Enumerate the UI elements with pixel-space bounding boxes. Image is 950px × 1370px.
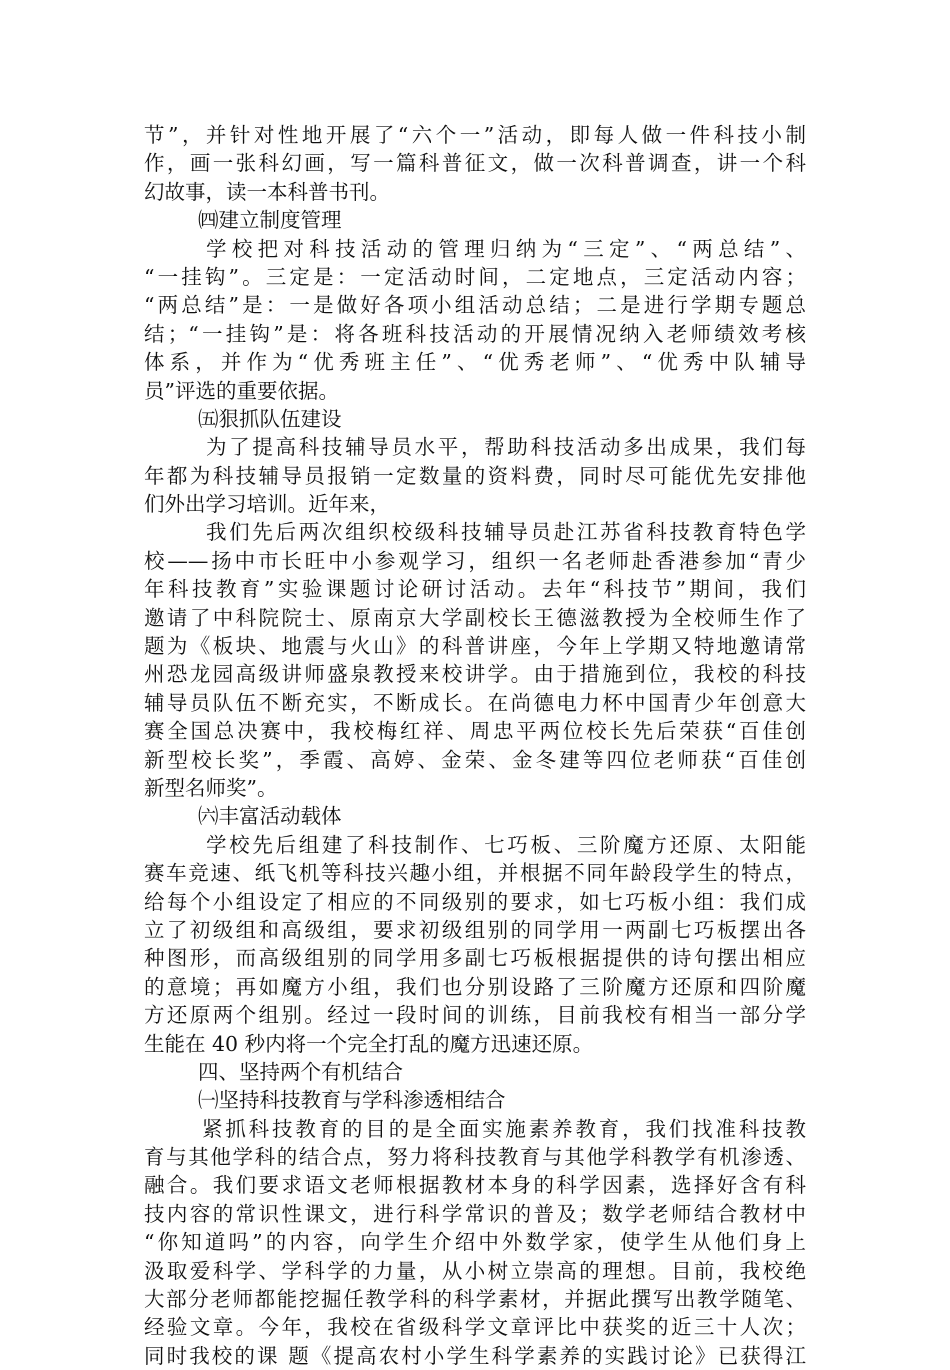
text-line: 生能在 40 秒内将一个完全打乱的魔方迅速还原。 [144,1031,594,1056]
text-line: 幻故事，读一本科普书刊。 [144,179,390,204]
text-line: 汲取爱科学、学科学的力量，从小树立崇高的理想。目前，我校绝 [144,1258,806,1283]
text-line: 新型名师奖”。 [144,775,278,800]
text-line: 学校把对科技活动的管理归纳为“三定”、“两总结”、 [206,236,806,261]
text-line: 年科技教育”实验课题讨论研讨活动。去年“科技节”期间，我们 [144,577,806,602]
text-line: “两总结”是：一是做好各项小组活动总结；二是进行学期专题总 [144,293,806,318]
text-line: 学校先后组建了科技制作、七巧板、三阶魔方还原、太阳能 [206,832,806,857]
text-line: 作，画一张科幻画，写一篇科普征文，做一次科普调查，讲一个科 [144,151,806,176]
section-heading: ㈥丰富活动载体 [198,804,342,829]
text-line: 年都为科技辅导员报销一定数量的资料费，同时尽可能优先安排他 [144,463,806,488]
text-line: 经验文章。今年，我校在省级科学文章评比中获奖的近三十人次； [144,1315,806,1340]
text-line: 育与其他学科的结合点，努力将科技教育与其他学科教学有机渗透、 [144,1145,806,1170]
text-line: 技内容的常识性课文，进行科学常识的普及；数学老师结合教材中 [144,1201,806,1226]
text-line: 给每个小组设定了相应的不同级别的要求，如七巧板小组：我们成 [144,889,806,914]
text-line: 为了提高科技辅导员水平，帮助科技活动多出成果，我们每 [206,435,806,460]
text-line: 邀请了中科院院士、原南京大学副校长王德滋教授为全校师生作了 [144,605,806,630]
text-line: 题为《板块、地震与火山》的科普讲座，今年上学期又特地邀请常 [144,634,806,659]
text-line: 校——扬中市长旺中小参观学习，组织一名老师赴香港参加“青少 [144,548,806,573]
text-line: 们外出学习培训。近年来， [144,492,390,517]
text-line: 结；“一挂钩”是：将各班科技活动的开展情况纳入老师绩效考核 [144,321,806,346]
section-heading: ㈣建立制度管理 [198,208,342,233]
text-line: 州恐龙园高级讲师盛泉教授来校讲学。由于措施到位，我校的科技 [144,662,806,687]
text-line: 辅导员队伍不断充实，不断成长。在尚德电力杯中国青少年创意大 [144,690,806,715]
text-line: 立了初级组和高级组，要求初级组别的同学用一两副七巧板摆出各 [144,917,806,942]
section-heading: ㈤狠抓队伍建设 [198,406,342,431]
text-line: 赛全国总决赛中，我校梅红祥、周忠平两位校长先后荣获“百佳创 [144,719,806,744]
document-body [144,121,806,1370]
text-line: 种图形，而高级组别的同学用多副七巧板根据提供的诗句摆出相应 [144,946,806,971]
text-line: 融合。我们要求语文老师根据教材本身的科学因素，选择好含有科 [144,1173,806,1198]
text-line: “一挂钩”。三定是：一定活动时间，二定地点，三定活动内容； [144,264,806,289]
text-line: 紧抓科技教育的目的是全面实施素养教育，我们找准科技教 [202,1116,806,1141]
text-line: 同时我校的课 题《提高农村小学生科学素养的实践讨论》已获得江 [144,1343,806,1368]
section-heading: 四、坚持两个有机结合 [198,1059,403,1084]
text-line: “你知道吗”的内容，向学生介绍中外数学家，使学生从他们身上 [144,1230,806,1255]
text-line: 员”评选的重要依据。 [144,378,339,403]
text-line: 赛车竞速、纸飞机等科技兴趣小组，并根据不同年龄段学生的特点， [144,861,806,886]
text-line: 大部分老师都能挖掘任教学科的科学素材，并据此撰写出教学随笔、 [144,1287,806,1312]
text-line: 节”，并针对性地开展了“六个一”活动，即每人做一件科技小制 [144,123,806,147]
section-heading: ㈠坚持科技教育与学科渗透相结合 [198,1088,506,1113]
text-line: 的意境；再如魔方小组，我们也分别设路了三阶魔方还原和四阶魔 [144,974,806,999]
text-line: 我们先后两次组织校级科技辅导员赴江苏省科技教育特色学 [206,520,806,545]
text-line: 体系，并作为“优秀班主任”、“优秀老师”、“优秀中队辅导 [144,350,806,375]
text-line: 方还原两个组别。经过一段时间的训练，目前我校有相当一部分学 [144,1003,806,1028]
text-line: 新型校长奖”，季霞、高婷、金荣、金冬建等四位老师获“百佳创 [144,747,806,772]
